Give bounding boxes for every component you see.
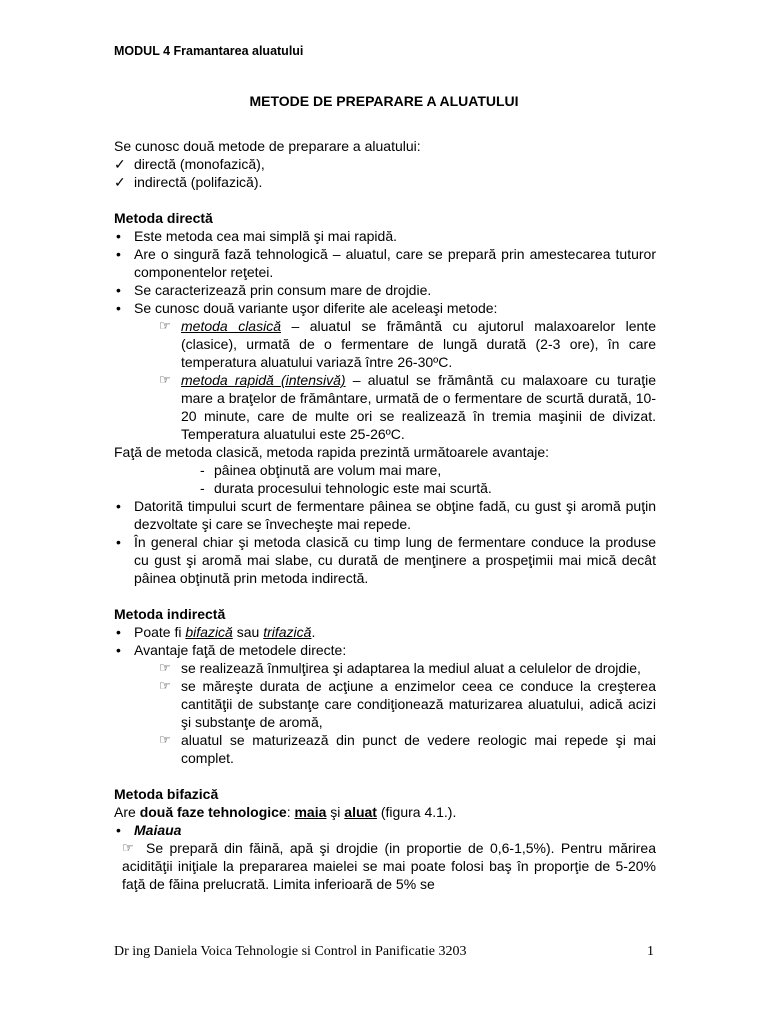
dash-marker: - xyxy=(200,480,205,496)
list-item: • Maiaua xyxy=(116,822,182,838)
bullet-icon: • xyxy=(116,282,121,298)
sub-item: ☞ se realizează înmulţirea şi adaptarea la mediul aluat a celulelor de drojdie, xyxy=(159,660,641,676)
section-bifazica xyxy=(114,785,656,893)
pointing-hand-icon: ☞ xyxy=(159,678,171,693)
section-heading: Metoda bifazică xyxy=(114,786,219,802)
page-title: METODE DE PREPARARE A ALUATULUI xyxy=(249,93,519,109)
phases-line: Are două faze tehnologice: maia şi aluat (figura 4.1.). xyxy=(114,804,457,820)
check-icon: ✓ xyxy=(114,156,126,172)
section-indirecta xyxy=(114,605,656,767)
page-footer xyxy=(114,944,654,960)
bullet-icon: • xyxy=(116,624,121,640)
list-item: ✓ directă (monofazică), xyxy=(114,156,265,172)
bullet-icon: • xyxy=(116,534,121,550)
bullet-icon: • xyxy=(116,300,121,316)
list-item: • Avantaje faţă de metodele directe: xyxy=(116,642,347,658)
sub-item-rapida: ☞ metoda rapidă (intensivă) – aluatul se frământă cu malaxoare cu turaţie mare a braţelor de frământare, urmată de o fermentare de scurtă durată, 10-20 minute, care de multe ori se realizează în tremia maşinii de divizat. Temperatura aluatului este 25-26ºC. xyxy=(159,372,656,442)
sub-item-clasica: ☞ metoda clasică – aluatul se frământă cu ajutorul malaxoarelor lente (clasice), urmată de o fermentare de lungă durată (2-3 ore), în care temperatura aluatului variază între 26-30ºC. xyxy=(159,318,656,370)
intro-text: Se cunosc două metode de preparare a aluatului: xyxy=(114,138,421,154)
bullet-icon: • xyxy=(116,498,121,514)
list-item: • Poate fi bifazică sau trifazică. xyxy=(116,624,316,640)
pointing-hand-icon: ☞ xyxy=(159,732,171,747)
list-item: ✓ indirectă (polifazică). xyxy=(114,174,263,190)
section-heading: Metoda indirectă xyxy=(114,606,226,622)
bullet-icon: • xyxy=(116,228,121,244)
section-directa xyxy=(114,209,656,587)
list-item: • Este metoda cea mai simplă şi mai rapidă. xyxy=(116,228,397,244)
dash-marker: - xyxy=(200,462,205,478)
check-icon: ✓ xyxy=(114,174,126,190)
section-heading: Metoda directă xyxy=(114,210,213,226)
running-header: MODUL 4 Framantarea aluatului xyxy=(114,44,304,58)
pointing-hand-icon: ☞ xyxy=(159,372,171,387)
maiaua-paragraph: ☞ Se prepară din făină, apă şi drojdie (in proportie de 0,6-1,5%). Pentru mărirea acidităţii iniţiale la prepararea maielei se mai poate folosi baş în proporţie de 5-20% faţă de făina prelucrată. Limita inferioară de 5% se xyxy=(122,840,656,892)
pointing-hand-icon: ☞ xyxy=(122,840,134,855)
document-body xyxy=(114,137,656,893)
sub-item: ☞ aluatul se maturizează din punct de vedere reologic mai repede şi mai complet. xyxy=(159,732,656,766)
sub-item: ☞ se măreşte durata de acţiune a enzimelor ceea ce conduce la creşterea cantităţii de substanţe care condiţionează maturizarea aluatului, adică acizi şi substanţe de aromă, xyxy=(159,678,656,730)
list-item: • Se caracterizează prin consum mare de drojdie. xyxy=(116,282,432,298)
page-number: 1 xyxy=(647,944,654,959)
list-item: • Se cunosc două variante uşor diferite ale aceleaşi metode: xyxy=(116,300,498,316)
dash-item: - pâinea obţinută are volum mai mare, xyxy=(200,462,442,478)
pointing-hand-icon: ☞ xyxy=(159,660,171,675)
bullet-icon: • xyxy=(116,822,121,838)
dash-item: - durata procesului tehnologic este mai scurtă. xyxy=(200,480,492,496)
bullet-icon: • xyxy=(116,642,121,658)
list-item: • Datorită timpului scurt de fermentare pâinea se obţine fadă, cu gust şi aromă puţin dezvoltate şi care se învecheşte mai repede. xyxy=(116,498,656,532)
advantages-intro: Faţă de metoda clasică, metoda rapida prezintă următoarele avantaje: xyxy=(114,444,550,460)
bullet-icon: • xyxy=(116,246,121,262)
list-item: • În general chiar şi metoda clasică cu timp lung de fermentare conduce la produse cu gust şi aromă mai slabe, cu durată de menţinere a prospeţimii mai mică decât pâinea obţinută prin metoda indirectă. xyxy=(116,534,656,586)
list-item: • Are o singură fază tehnologică – aluatul, care se prepară prin amestecarea tuturor componentelor reţetei. xyxy=(116,246,656,280)
pointing-hand-icon: ☞ xyxy=(159,318,171,333)
footer-text: Dr ing Daniela Voica Tehnologie si Control in Panificatie 3203 xyxy=(114,944,467,959)
